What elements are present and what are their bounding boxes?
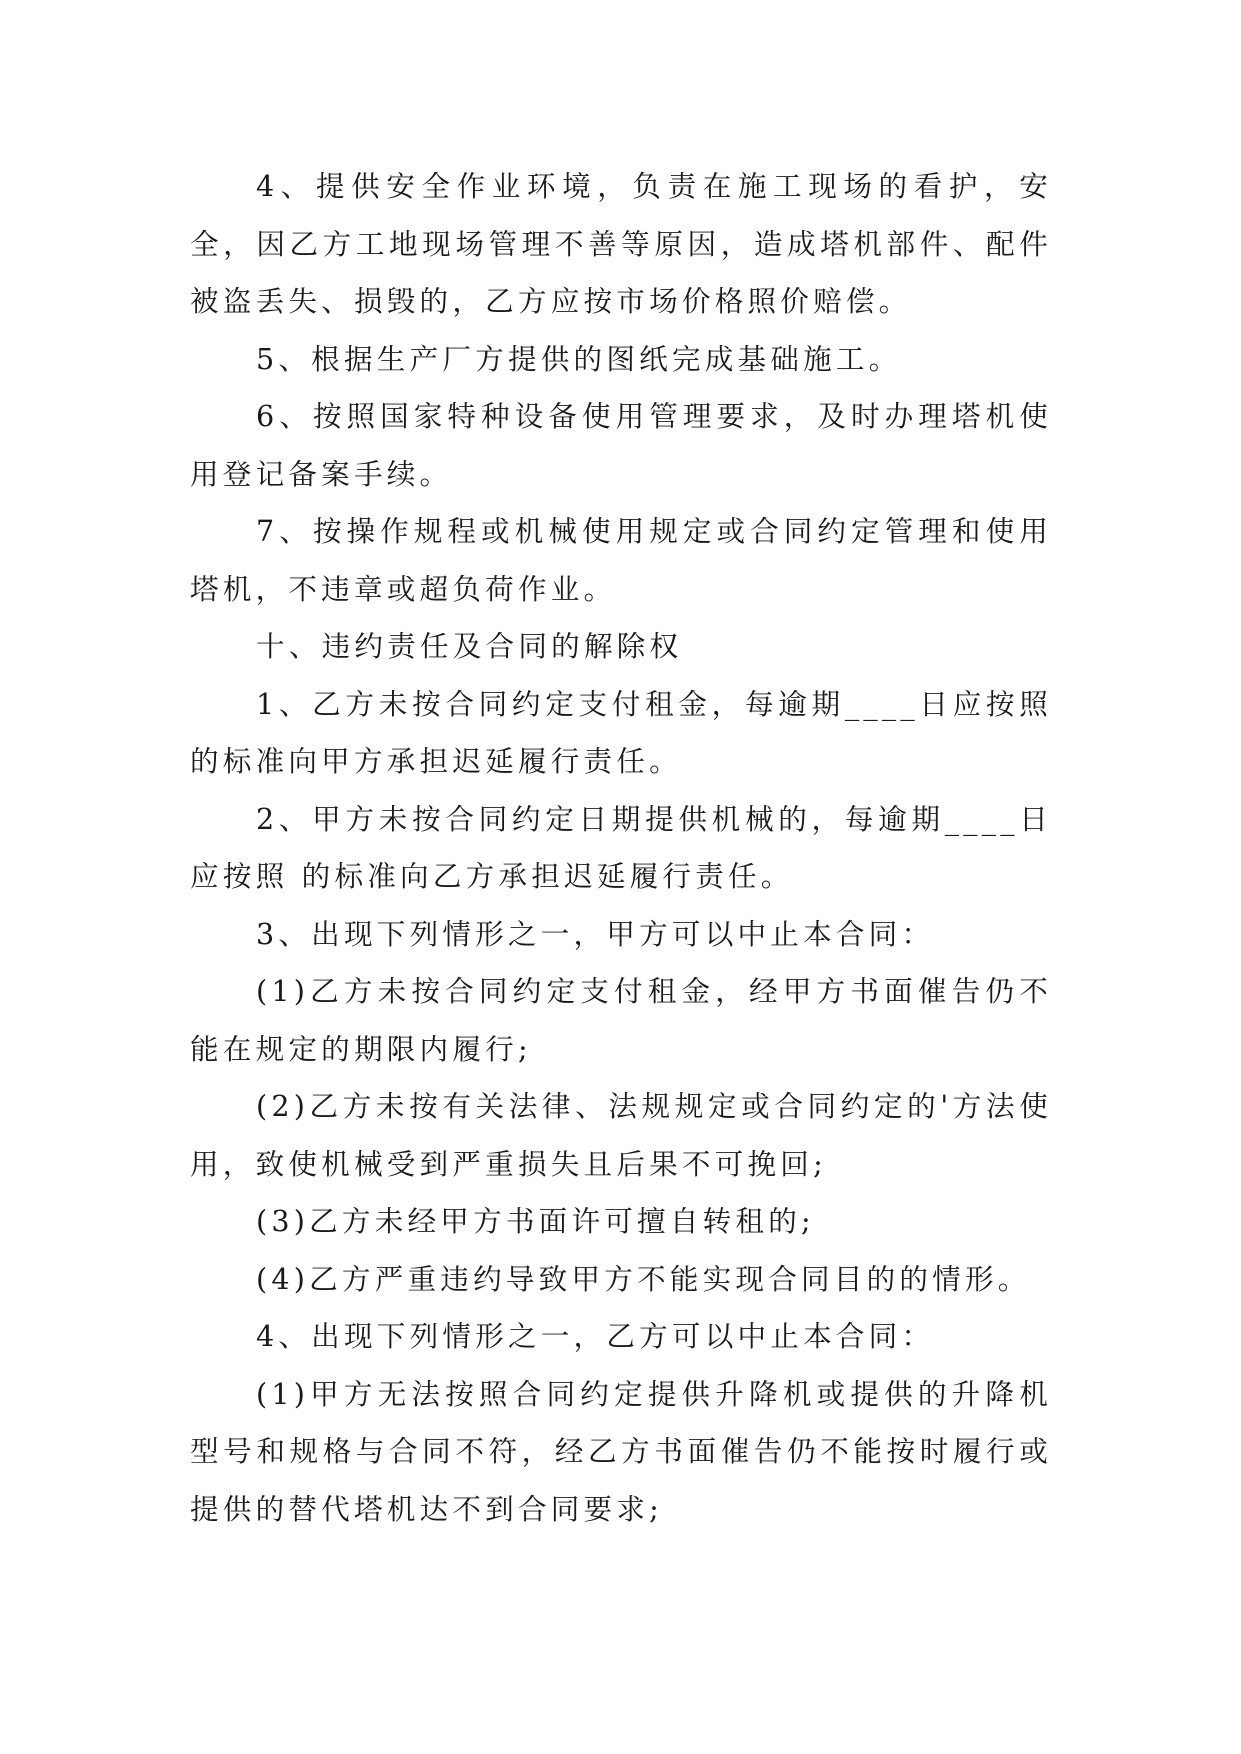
sub-clause-paragraph: (2)乙方未按有关法律、法规规定或合同约定的'方法使用，致使机械受到严重损失且后果不可挽回; [190,1089,1052,1181]
sub-clause-paragraph: (1)乙方未按合同约定支付租金，经甲方书面催告仍不能在规定的期限内履行; [190,974,1052,1066]
document-body [190,158,1052,1538]
clause-paragraph: 4、出现下列情形之一，乙方可以中止本合同： [256,1319,935,1353]
sub-clause-paragraph: (3)乙方未经甲方书面许可擅自转租的; [256,1204,815,1238]
clause-paragraph: 3、出现下列情形之一，甲方可以中止本合同： [256,916,935,951]
clause-paragraph: 5、根据生产厂方提供的图纸完成基础施工。 [256,341,902,376]
clause-paragraph: 4、提供安全作业环境，负责在施工现场的看护，安全，因乙方工地现场管理不善等原因，造成塔机部件、配件被盗丢失、损毁的，乙方应按市场价格照价赔偿。 [190,169,1052,318]
sub-clause-paragraph: (1)甲方无法按照合同约定提供升降机或提供的升降机型号和规格与合同不符，经乙方书面催告仍不能按时履行或提供的替代塔机达不到合同要求; [190,1376,1052,1526]
clause-paragraph: 2、甲方未按合同约定日期提供机械的，每逾期____日应按照 的标准向乙方承担迟延履行责任。 [190,801,1052,893]
clause-paragraph: 7、按操作规程或机械使用规定或合同约定管理和使用塔机，不违章或超负荷作业。 [190,514,1052,606]
clause-paragraph: 1、乙方未按合同约定支付租金，每逾期____日应按照的标准向甲方承担迟延履行责任。 [190,686,1052,778]
sub-clause-paragraph: (4)乙方严重违约导致甲方不能实现合同目的的情形。 [256,1261,1031,1296]
clause-paragraph: 6、按照国家特种设备使用管理要求，及时办理塔机使用登记备案手续。 [190,399,1052,491]
section-heading: 十、违约责任及合同的解除权 [256,629,683,663]
